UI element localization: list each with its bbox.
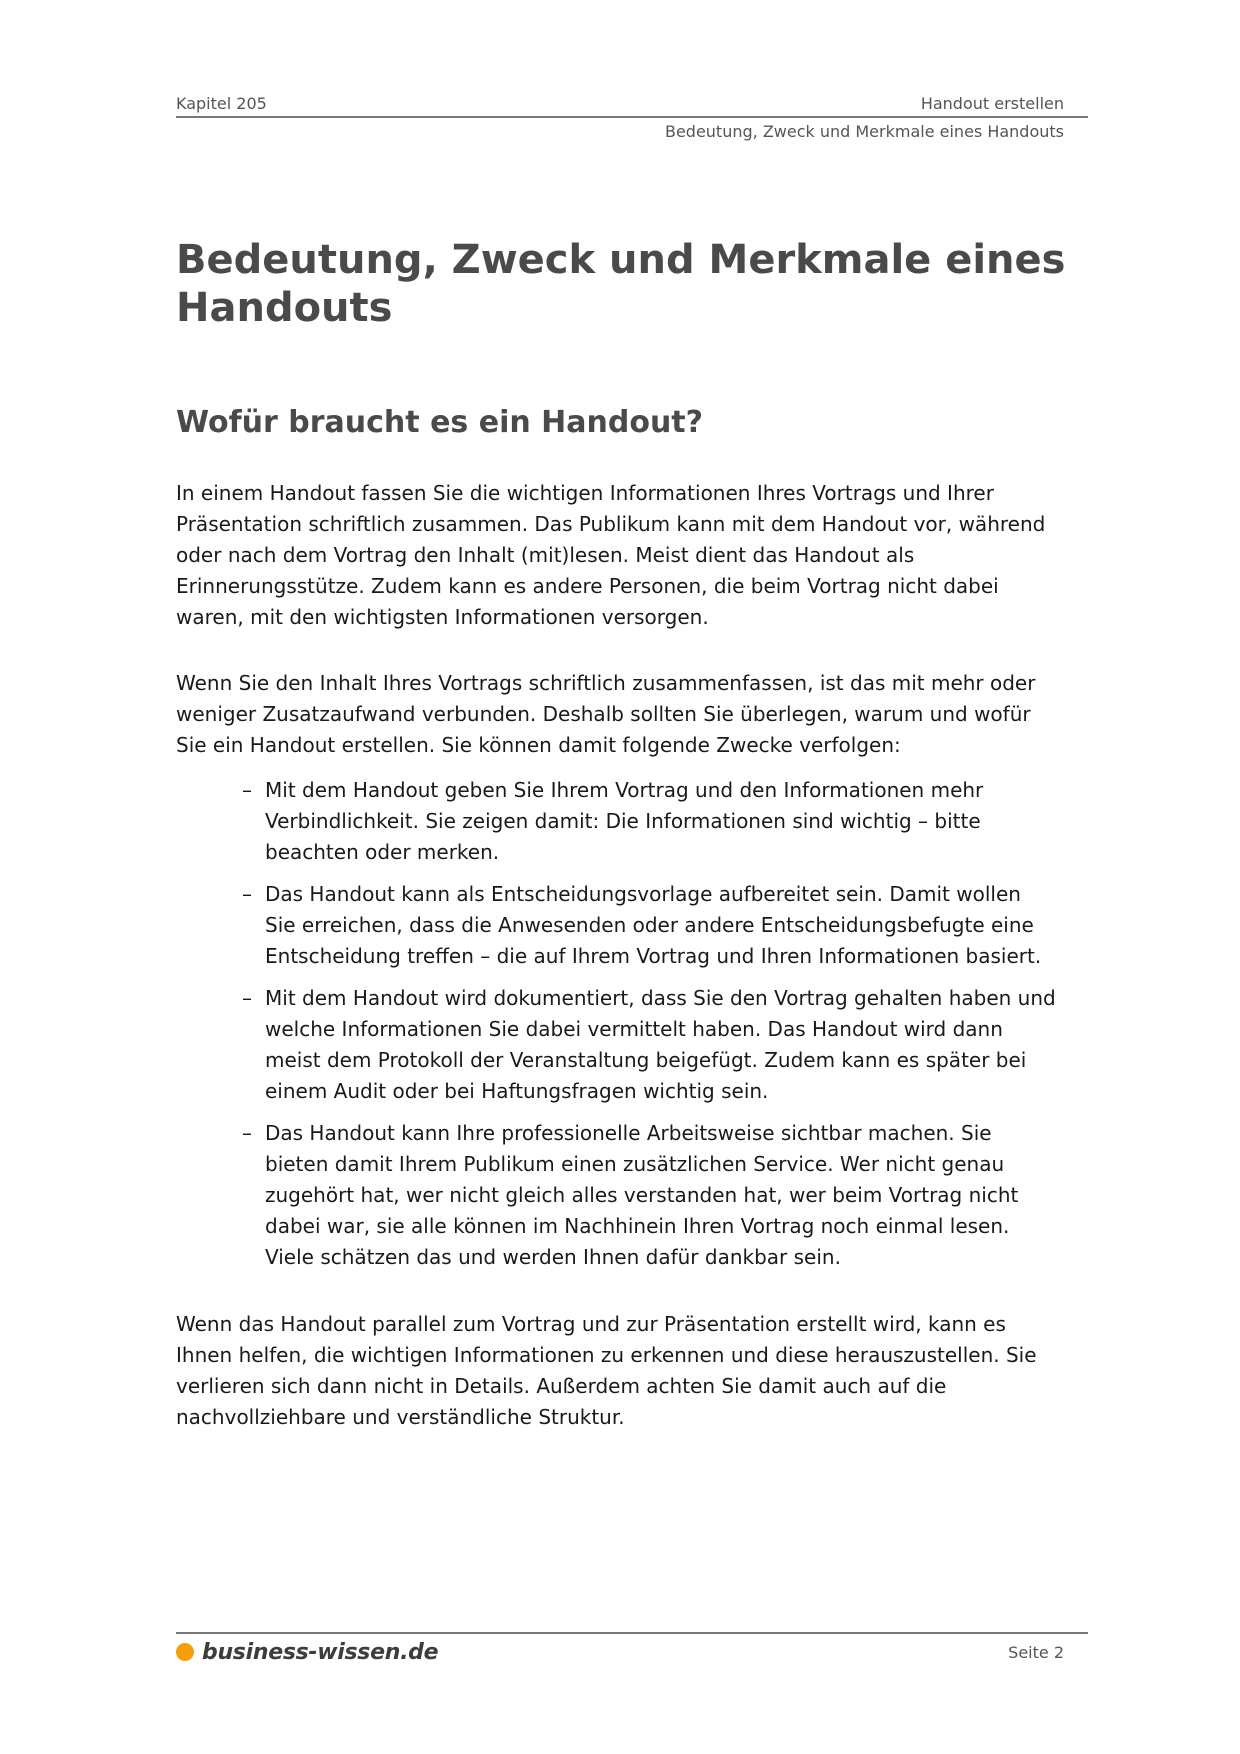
paragraph-conclusion (176, 1309, 1088, 1433)
brand-logo (176, 1640, 438, 1664)
page-title-line: Handouts (176, 285, 393, 331)
text-line: In einem Handout fassen Sie die wichtigen Informationen Ihres Vortrags und Ihrer (176, 481, 994, 505)
text-line: bieten damit Ihrem Publikum einen zusätzlichen Service. Wer nicht genau (265, 1152, 1005, 1176)
list-dash: – (242, 778, 252, 802)
text-line: Verbindlichkeit. Sie zeigen damit: Die Informationen sind wichtig – bitte (265, 809, 981, 833)
header-title: Handout erstellen (920, 94, 1064, 113)
text-line: Das Handout kann Ihre professionelle Arbeitsweise sichtbar machen. Sie (265, 1121, 992, 1145)
text-line: einem Audit oder bei Haftungsfragen wichtig sein. (265, 1079, 769, 1103)
text-line: verlieren sich dann nicht in Details. Außerdem achten Sie damit auch auf die (176, 1374, 947, 1398)
page-title (176, 236, 1088, 332)
page-number: Seite 2 (1008, 1643, 1064, 1662)
text-line: waren, mit den wichtigsten Informationen versorgen. (176, 605, 709, 629)
text-line: Mit dem Handout wird dokumentiert, dass Sie den Vortrag gehalten haben und (265, 986, 1056, 1010)
text-line: dabei war, sie alle können im Nachhinein Ihren Vortrag noch einmal lesen. (265, 1214, 1010, 1238)
text-line: welche Informationen Sie dabei vermittelt haben. Das Handout wird dann (265, 1017, 1003, 1041)
page-title-line: Bedeutung, Zweck und Merkmale eines (176, 237, 1066, 283)
text-line: Sie erreichen, dass die Anwesenden oder andere Entscheidungsbefugte eine (265, 913, 1034, 937)
logo-dot-icon (176, 1643, 194, 1661)
text-line: nachvollziehbare und verständliche Struktur. (176, 1405, 625, 1429)
text-line: zugehört hat, wer nicht gleich alles verstanden hat, wer beim Vortrag nicht (265, 1183, 1019, 1207)
text-line: beachten oder merken. (265, 840, 500, 864)
list-item (176, 1118, 1088, 1273)
text-line: Mit dem Handout geben Sie Ihrem Vortrag und den Informationen mehr (265, 778, 984, 802)
footer-divider (176, 1632, 1088, 1634)
list-item (176, 775, 1088, 868)
text-line: Wenn das Handout parallel zum Vortrag und zur Präsentation erstellt wird, kann es (176, 1312, 1006, 1336)
list-dash: – (242, 986, 252, 1010)
text-line: meist dem Protokoll der Veranstaltung beigefügt. Zudem kann es später bei (265, 1048, 1027, 1072)
text-line: Erinnerungsstütze. Zudem kann es andere Personen, die beim Vortrag nicht dabei (176, 574, 999, 598)
purpose-list (176, 775, 1088, 1284)
list-dash: – (242, 1121, 252, 1145)
text-line: Entscheidung treffen – die auf Ihrem Vortrag und Ihren Informationen basiert. (265, 944, 1042, 968)
text-line: oder nach dem Vortrag den Inhalt (mit)lesen. Meist dient das Handout als (176, 543, 915, 567)
text-line: Präsentation schriftlich zusammen. Das Publikum kann mit dem Handout vor, während (176, 512, 1046, 536)
logo-text: business-wissen.de (202, 1639, 439, 1665)
text-line: Ihnen helfen, die wichtigen Informationen zu erkennen und diese herauszustellen. Sie (176, 1343, 1037, 1367)
list-dash: – (242, 882, 252, 906)
text-line: Sie ein Handout erstellen. Sie können damit folgende Zwecke verfolgen: (176, 733, 901, 757)
paragraph-purposes-intro (176, 668, 1088, 761)
text-line: Wenn Sie den Inhalt Ihres Vortrags schriftlich zusammenfassen, ist das mit mehr oder (176, 671, 1036, 695)
list-item (176, 879, 1088, 972)
text-line: Das Handout kann als Entscheidungsvorlage aufbereitet sein. Damit wollen (265, 882, 1021, 906)
list-item (176, 983, 1088, 1107)
header-subtitle: Bedeutung, Zweck und Merkmale eines Handouts (664, 122, 1064, 141)
section-heading: Wofür braucht es ein Handout? (176, 405, 704, 440)
header-chapter: Kapitel 205 (176, 94, 267, 113)
paragraph-intro (176, 478, 1088, 633)
text-line: weniger Zusatzaufwand verbunden. Deshalb sollten Sie überlegen, warum und wofür (176, 702, 1031, 726)
text-line: Viele schätzen das und werden Ihnen dafür dankbar sein. (265, 1245, 841, 1269)
header-divider (176, 116, 1088, 118)
